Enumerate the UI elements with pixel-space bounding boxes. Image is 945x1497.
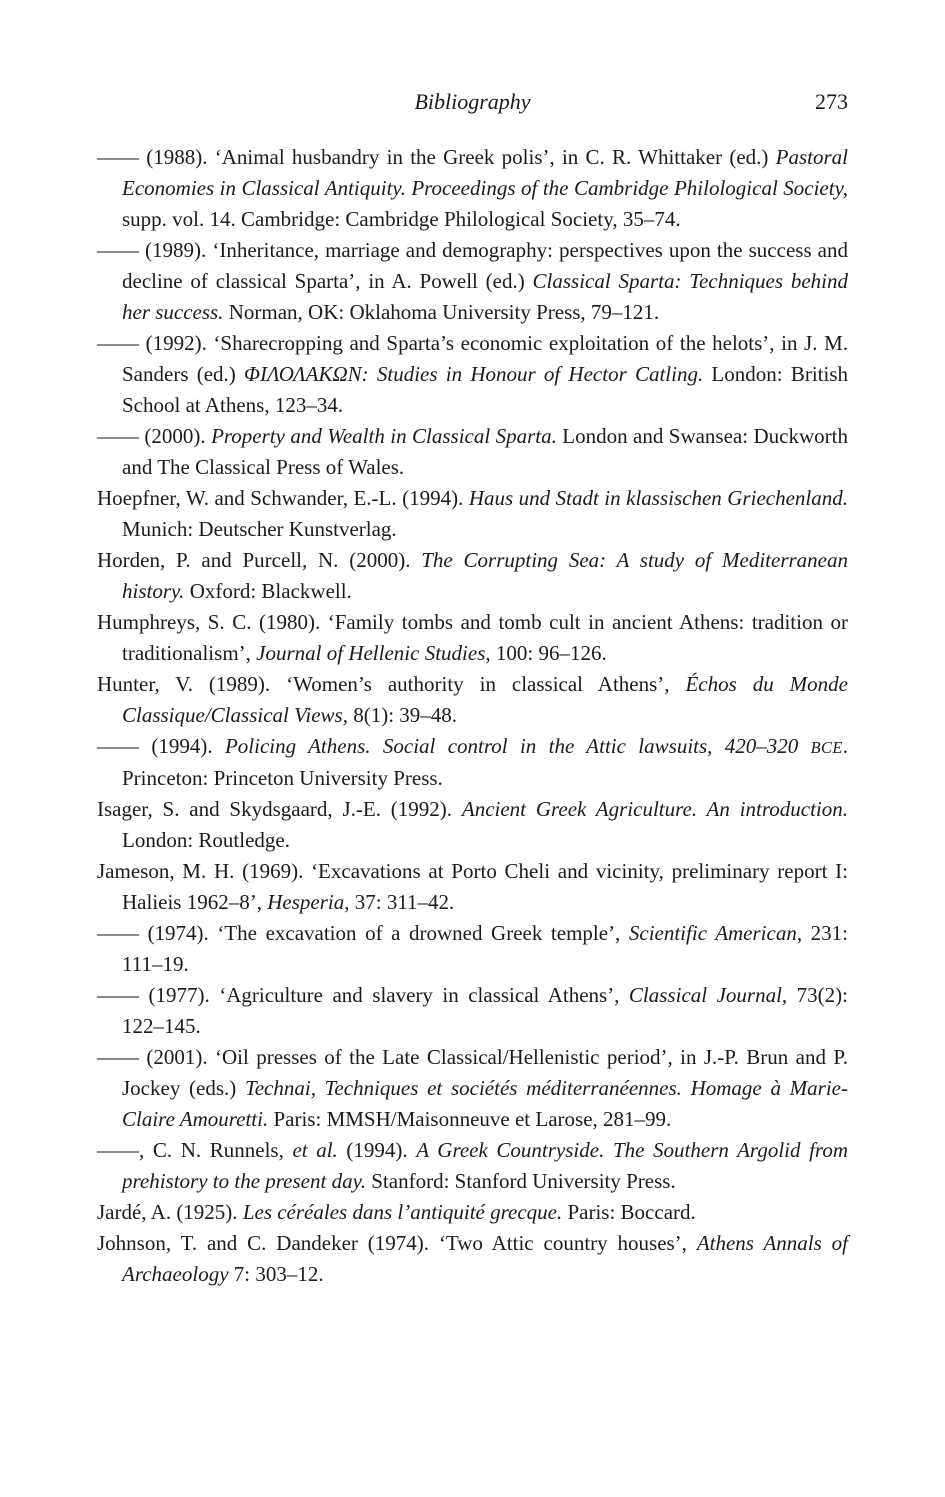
- entry-text: Norman, OK: Oklahoma University Press, 79–121.: [223, 300, 660, 324]
- entry-text: Paris: Boccard.: [562, 1200, 696, 1224]
- entry-italic-text: Haus und Stadt in klassischen Griechenland.: [468, 486, 848, 510]
- entry-italic-text: The Corrupting Sea: A study of Mediterranean history.: [122, 548, 848, 603]
- bibliography-entry: [97, 328, 848, 421]
- entry-text: 7: 303–12.: [228, 1262, 324, 1286]
- entry-italic-text: Technai, Techniques et sociétés méditerranéennes. Homage à Marie-Claire Amouretti.: [122, 1076, 848, 1131]
- entry-italic-text: ΦΙΛΟΛΑΚΩΝ: Studies in Honour of Hector Catling.: [243, 362, 704, 386]
- bibliography-entry: [97, 1042, 848, 1135]
- bibliography-entry: [97, 483, 848, 545]
- bibliography-entry: [97, 1197, 848, 1228]
- entry-text: ——, C. N. Runnels,: [97, 1138, 293, 1162]
- bibliography-list: [97, 142, 848, 1290]
- entry-text: Hunter, V. (1989). ‘Women’s authority in classical Athens’,: [97, 672, 686, 696]
- entry-text: —— (1974). ‘The excavation of a drowned Greek temple’,: [97, 921, 629, 945]
- bibliography-entry: [97, 1228, 848, 1290]
- bibliography-entry: [97, 235, 848, 328]
- page-header: [97, 88, 848, 116]
- entry-text: Humphreys, S. C. (1980). ‘Family tombs and tomb cult in ancient Athens: tradition or traditionalism’,: [97, 610, 848, 665]
- entry-text: Hoepfner, W. and Schwander, E.-L. (1994).: [97, 486, 469, 510]
- entry-italic-text: Les céréales dans l’antiquité grecque.: [242, 1200, 563, 1224]
- entry-text: . Princeton: Princeton University Press.: [122, 734, 848, 790]
- bibliography-entry: [97, 607, 848, 669]
- bibliography-entry: [97, 731, 848, 794]
- entry-italic-text: Pastoral Economies in Classical Antiquity. Proceedings of the Cambridge Philological Society,: [122, 145, 848, 200]
- entry-italic-text: Ancient Greek Agriculture. An introduction.: [461, 797, 848, 821]
- entry-text: —— (1989). ‘Inheritance, marriage and demography: perspectives upon the success and decline of classical Sparta’, in A. Powell (ed.): [97, 238, 848, 293]
- entry-text: , 8(1): 39–48.: [342, 703, 458, 727]
- bibliography-entry: [97, 142, 848, 235]
- entry-text: , 100: 96–126.: [485, 641, 607, 665]
- entry-text: —— (2001). ‘Oil presses of the Late Classical/Hellenistic period’, in J.-P. Brun and P. Jockey (eds.): [97, 1045, 848, 1100]
- entry-text: , 73(2): 122–145.: [122, 983, 848, 1038]
- entry-text: London and Swansea: Duckworth and The Classical Press of Wales.: [122, 424, 848, 479]
- entry-text: —— (1988). ‘Animal husbandry in the Greek polis’, in C. R. Whittaker (ed.): [97, 145, 776, 169]
- entry-text: supp. vol. 14. Cambridge: Cambridge Philological Society, 35–74.: [122, 207, 681, 231]
- bibliography-entry: [97, 918, 848, 980]
- entry-italic-text: Journal of Hellenic Studies: [256, 641, 486, 665]
- entry-italic-text: et al.: [292, 1138, 338, 1162]
- entry-text: —— (2000).: [97, 424, 212, 448]
- entry-italic-text: Property and Wealth in Classical Sparta.: [211, 424, 557, 448]
- entry-italic-text: Hesperia: [267, 890, 345, 914]
- entry-italic-text: Classical Journal: [628, 983, 782, 1007]
- entry-italic-text: Policing Athens. Social control in the Attic lawsuits, 420–320: [224, 734, 811, 758]
- entry-text: , 231: 111–19.: [122, 921, 848, 976]
- bibliography-entry: [97, 669, 848, 731]
- entry-italic-text: Athens Annals of Archaeology: [122, 1231, 849, 1286]
- page-number: 273: [815, 89, 848, 114]
- entry-text: —— (1977). ‘Agriculture and slavery in classical Athens’,: [97, 983, 629, 1007]
- entry-text: Oxford: Blackwell.: [184, 579, 352, 603]
- entry-text: (1994).: [337, 1138, 417, 1162]
- bibliography-entry: [97, 545, 848, 607]
- entry-italic-text: BCE: [810, 738, 843, 757]
- text-block: [97, 88, 848, 1290]
- bibliography-entry: [97, 1135, 848, 1197]
- running-head: Bibliography: [414, 89, 531, 114]
- entry-text: Paris: MMSH/Maisonneuve et Larose, 281–99.: [268, 1107, 672, 1131]
- entry-text: London: British School at Athens, 123–34.: [122, 362, 848, 417]
- entry-italic-text: A Greek Countryside. The Southern Argolid from prehistory to the present day.: [122, 1138, 848, 1193]
- entry-text: —— (1994).: [97, 734, 225, 758]
- bibliography-entry: [97, 421, 848, 483]
- entry-text: Jardé, A. (1925).: [97, 1200, 243, 1224]
- entry-text: —— (1992). ‘Sharecropping and Sparta’s economic exploitation of the helots’, in J. M. Sanders (ed.): [97, 331, 848, 386]
- entry-italic-text: Scientific American: [628, 921, 797, 945]
- entry-italic-text: Classical Sparta: Techniques behind her success.: [122, 269, 848, 324]
- entry-text: Johnson, T. and C. Dandeker (1974). ‘Two Attic country houses’,: [97, 1231, 697, 1255]
- entry-text: London: Routledge.: [122, 828, 290, 852]
- entry-text: Jameson, M. H. (1969). ‘Excavations at Porto Cheli and vicinity, preliminary report I: Halieis 1962–8’,: [97, 859, 848, 914]
- bibliography-entry: [97, 856, 848, 918]
- entry-text: Munich: Deutscher Kunstverlag.: [122, 517, 397, 541]
- entry-text: Isager, S. and Skydsgaard, J.-E. (1992).: [97, 797, 462, 821]
- entry-text: , 37: 311–42.: [344, 890, 455, 914]
- bibliography-entry: [97, 794, 848, 856]
- entry-text: Stanford: Stanford University Press.: [366, 1169, 676, 1193]
- bibliography-entry: [97, 980, 848, 1042]
- entry-text: Horden, P. and Purcell, N. (2000).: [97, 548, 422, 572]
- entry-italic-text: Échos du Monde Classique/Classical Views: [122, 672, 848, 727]
